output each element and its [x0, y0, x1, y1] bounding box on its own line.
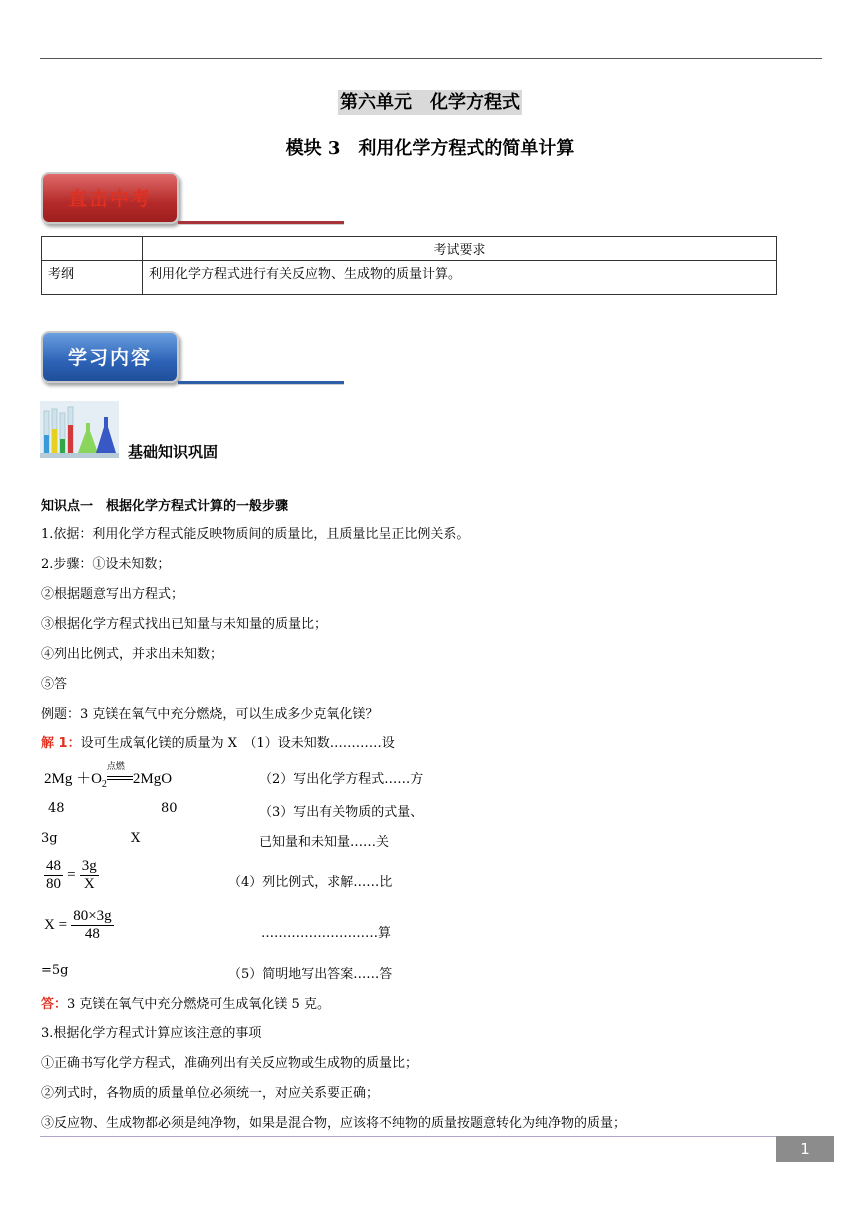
paragraph: ①正确书写化学方程式，准确列出有关反应物或生成物的质量比；	[41, 1056, 419, 1071]
fraction: $\frac{80\times 3g}{48}$	[73, 908, 112, 942]
proportion-equation: $\frac{48}{80}$ = $\frac{3g}{X}$	[46, 858, 97, 892]
reaction-arrow: 点燃	[107, 769, 133, 783]
paragraph: ②列式时，各物质的质量单位必须统一，对应关系要正确；	[41, 1086, 380, 1101]
solution-text: 设可生成氧化镁的质量为 X （1）设未知数…………设	[80, 736, 395, 751]
table-row-text: 利用化学方程式进行有关反应物、生成物的质量计算。	[143, 261, 777, 295]
unit-title: 第六单元 化学方程式	[340, 92, 520, 113]
paragraph: ②根据题意写出方程式；	[41, 587, 185, 602]
unknown-mass: X	[131, 831, 141, 846]
table-header-empty	[42, 237, 143, 261]
exam-badge-underline	[178, 221, 344, 225]
paragraph: 1.依据：利用化学方程式能反映物质间的质量比，且质量比呈正比例关系。	[41, 527, 470, 542]
page-number: 1	[776, 1136, 834, 1162]
calc-step: ………………………算	[261, 926, 392, 941]
paragraph: 3.根据化学方程式计算应该注意的事项	[41, 1026, 262, 1041]
solution-label: 解 1：	[41, 736, 81, 751]
answer-line	[41, 993, 330, 1012]
step-3a: （3）写出有关物质的式量、	[259, 805, 424, 820]
exam-badge: 直击中考	[41, 172, 179, 224]
step-4: （4）列比例式，求解……比	[228, 875, 393, 890]
learning-badge-underline	[178, 381, 344, 385]
answer-label: 答：	[41, 997, 68, 1012]
requirements-table	[41, 236, 777, 295]
paragraph: 2.步骤：①设未知数；	[41, 557, 171, 572]
mass-mgo: 80	[161, 801, 178, 816]
module-title: 模块 3 利用化学方程式的简单计算	[285, 138, 575, 159]
lab-glassware-image	[40, 401, 119, 458]
top-rule	[40, 58, 822, 59]
fraction: $\frac{48}{80}$	[46, 858, 61, 892]
chemical-equation: $2Mg +O_2$ 点燃 2MgO	[44, 762, 173, 790]
solution-line	[41, 732, 395, 751]
table-header-requirements: 考试要求	[143, 237, 777, 261]
solve-equation: X = $\frac{80\times 3g}{48}$	[44, 908, 112, 942]
paragraph: ④列出比例式，并求出未知数；	[41, 647, 224, 662]
answer-text: 3 克镁在氧气中充分燃烧可生成氧化镁 5 克。	[67, 997, 330, 1012]
example-question: 例题：3 克镁在氧气中充分燃烧，可以生成多少克氧化镁？	[41, 707, 379, 722]
section-title: 基础知识巩固	[128, 443, 219, 461]
known-mass: 3g	[41, 831, 58, 846]
mass-mg: 48	[48, 801, 65, 816]
step-5: （5）简明地写出答案……答	[228, 967, 393, 982]
step-3b: 已知量和未知量……关	[259, 835, 390, 850]
learning-badge: 学习内容	[41, 331, 179, 383]
paragraph: ③反应物、生成物都必须是纯净物，如果是混合物，应该将不纯物的质量按题意转化为纯净物的质量；	[41, 1116, 627, 1131]
paragraph: ⑤答	[41, 677, 68, 692]
table-row-label: 考纲	[42, 261, 143, 295]
knowledge-point-title: 知识点一 根据化学方程式计算的一般步骤	[41, 499, 289, 514]
step-2: （2）写出化学方程式……方	[259, 772, 424, 787]
result: =5g	[41, 963, 69, 978]
paragraph: ③根据化学方程式找出已知量与未知量的质量比；	[41, 617, 328, 632]
fraction: $\frac{3g}{X}$	[81, 858, 97, 892]
footer-rule	[40, 1136, 780, 1137]
